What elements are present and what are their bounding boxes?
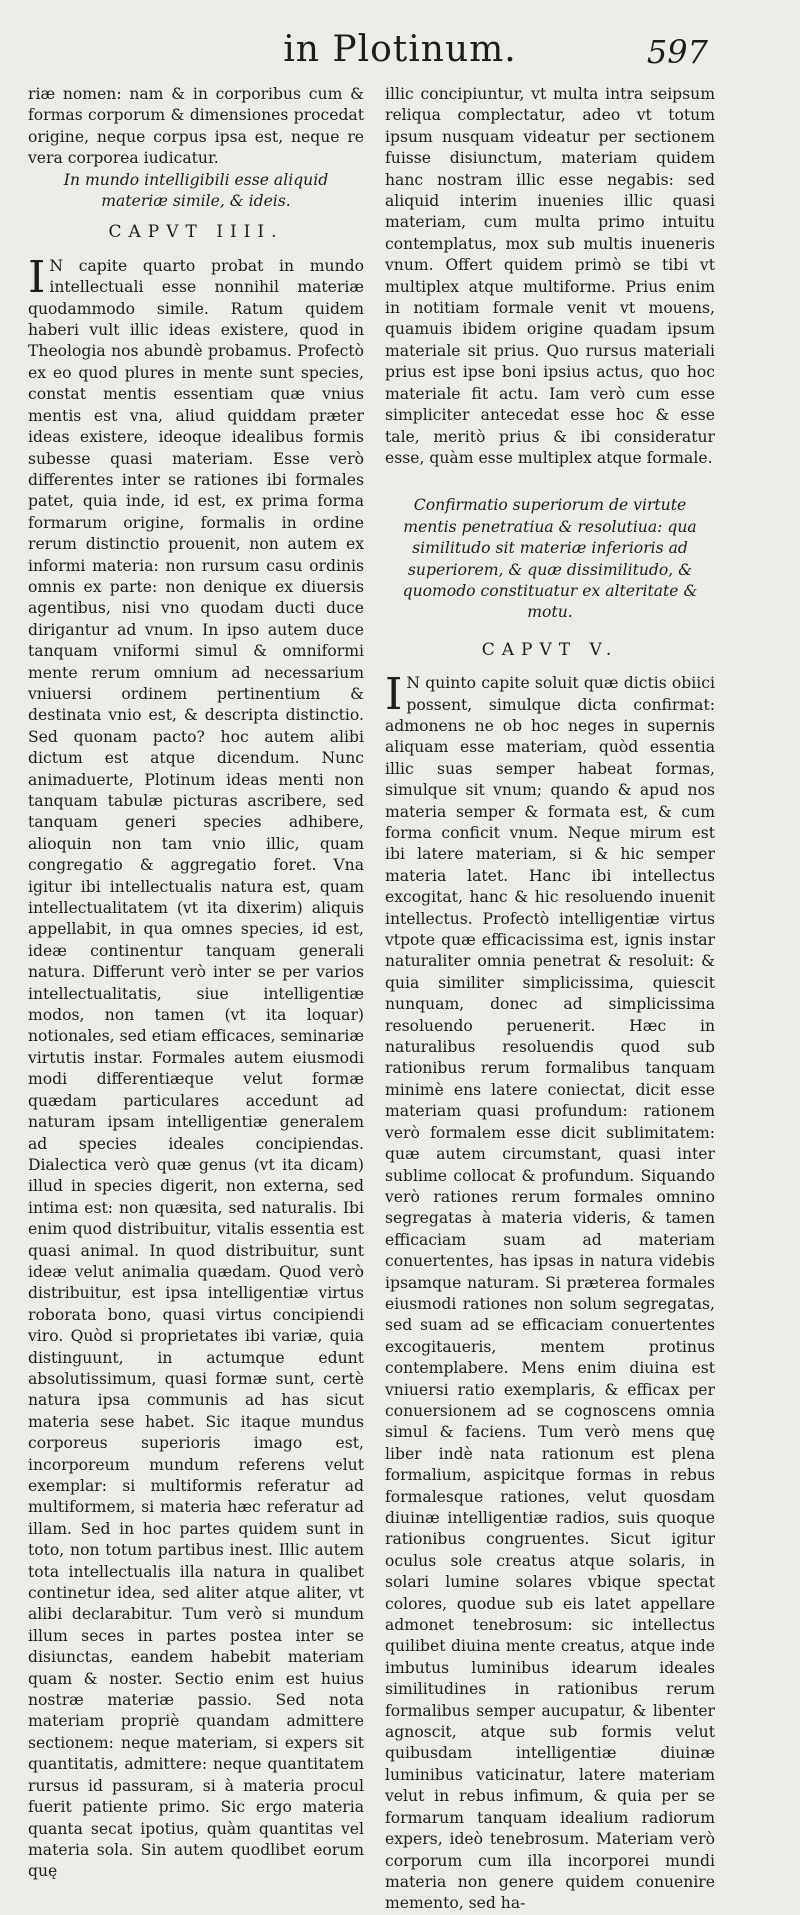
page-title: in Plotinum. bbox=[283, 29, 517, 70]
running-head bbox=[0, 28, 800, 78]
right-column bbox=[385, 84, 715, 1915]
chapter-5-heading: CAPVT V. bbox=[481, 639, 619, 660]
chapter-4-heading: CAPVT IIII. bbox=[108, 222, 284, 243]
left-column bbox=[28, 84, 364, 1883]
drop-cap: I bbox=[385, 669, 403, 721]
chapter-4-summary: In mundo intelligibili esse aliquid materiæ simile, & ideis. bbox=[63, 170, 329, 211]
page-number: 597 bbox=[646, 33, 708, 71]
chapter-5-summary: Confirmatio superiorum de virtute mentis penetratiua & resolutiua: qua similitudo sit materiæ inferioris ad superiorem, & quæ dissimilitudo, & quomodo constituatur ex alteritate & motu. bbox=[402, 496, 698, 622]
right-continuation-text: illic concipiuntur, vt multa intra seipsum reliqua complectatur, adeo vt totum ipsum nusquam videatur per sectionem fuisse disiunctum, materiam quidem hanc nostram illic esse negabis: sed aliquid interim inuenies illic quasi materiam, cum multa primo intuitu contemplatus, mox sub multis inueneris vnum. Offert quidem primò se tibi vt multiplex atque multiforme. Prius enim in notitiam formale venit vt mouens, quamuis ibidem origine quadam ipsum materiale sit prius. Quo rursus materiali prius est ipse boni ipsius actus, quo hoc materiale fit actu. Iam verò cum esse simpliciter antecedat esse hoc & esse tale, meritò prius & ibi consideratur esse, quàm esse multiplex atque formale. bbox=[385, 85, 715, 467]
chapter-4-body bbox=[28, 251, 364, 1883]
chapter-4-text: N capite quarto probat in mundo intellectuali esse nonnihil materiæ quodammodo simile. Ratum quidem haberi vult illic ideas existere, quod in Theologia nos abundè probamus. Profectò ex eo quod plures in mente sunt species, constat mentis essentiam quæ vnius mentis est vna, aliud quiddam præter ideas existere, ideoque idealibus formis subesse quasi materiam. Esse verò differentes inter se rationes ibi formales patet, quia inde, id est, ex prima forma formarum origine, formalis in ordine rerum distinctio prouenit, non autem ex informi materia: non rursum casu ordinis omnis ex parte: non denique ex diuersis agentibus, nisi vno quodam ducti duce dirigantur ad vnum. In ipso autem duce tanquam vniformi simul & omniformi mente rerum omnium ad necessarium vniuersi ordinem pertinentium & destinata vnio est, & descripta distinctio. Sed quonam pacto? hoc autem alibi dictum est atque dicendum. Nunc animaduerte, Plotinum ideas menti non tanquam tabulæ picturas ascribere, sed tanquam generi species adhibere, alioquin non tam vnio illic, quam congregatio & aggregatio foret. Vna igitur ibi intellectualis natura est, quam intellectualitatem (vt ita dixerim) aliquis appellabit, in qua omnes species, id est, ideæ continentur tanquam generali natura. Differunt verò inter se per varios intellectualitatis, siue intelligentiæ modos, non tamen (vt ita loquar) notionales, sed etiam efficaces, seminariæ virtutis instar. Formales autem eiusmodi modi differentiæque velut formæ quædam particulares accedunt ad naturam ipsam intelligentiæ generalem ad species ideales concipiendas. Dialectica verò quæ genus (vt ita dicam) illud in species digerit, non externa, sed intima est: non quæsita, sed naturalis. Ibi enim quod distribuitur, vitalis essentia est quasi animal. In quod distribuitur, sunt ideæ velut animalia quædam. Quod verò distribuitur, est ipsa intelligentiæ virtus roborata bono, quasi virtus concipiendi viro. Quòd si proprietates ibi variæ, quia distinguunt, in actumque edunt absolutissimum, quasi formæ sunt, certè natura ipsa communis ad has sicut materia sese habet. Sic itaque mundus corporeus superioris imago est, incorporeum mundum referens velut exemplar: si multiformis referatur ad multiformem, si materia hæc referatur ad illam. Sed in hoc partes quidem sunt in toto, non totum partibus inest. Illic autem tota intellectualis illa natura in qualibet continetur idea, sed aliter atque aliter, vt alibi declarabitur. Tum verò si mundum illum seces in partes postea inter se disiunctas, eandem habebit materiam quam & noster. Sectio enim est huius nostræ materiæ passio. Sed nota materiam propriè quandam admittere sectionem: neque materiam, si expers sit quantitatis, admittere: neque quantitatem rursus id passuram, si à materia procul fuerit patiente primo. Sic ergo materia quanta secat ipotius, quàm quantitas vel materia sola. Sin autem quodlibet eorum quę bbox=[28, 256, 364, 1881]
left-continuation-text: riæ nomen: nam & in corporibus cum & formas corporum & dimensiones procedat origine, neque corpus ipsa est, neque re vera corporea iudicatur. bbox=[28, 85, 364, 168]
chapter-5-text: N quinto capite soluit quæ dictis obiici possent, simulque dicta confirmat: admonens ne ob hoc neges in supernis aliquam esse materiam, quòd essentia illic suas semper habeat formas, simulque sit vnum; quando & apud nos materia semper & formata est, & cum forma conficit vnum. Neque mirum est ibi latere materiam, si & hic semper materia latet. Hanc ibi intellectus excogitat, hanc & hic resoluendo inuenit intellectus. Profectò intelligentiæ virtus vtpote quæ efficacissima est, ignis instar naturaliter omnia penetrat & resoluit: & quia similiter simplicissima, quiescit nunquam, donec ad simplicissima resoluendo peruenerit. Hæc in naturalibus resoluendis quod sub rationibus rerum formalibus tanquam minimè ens latere coniectat, dicit esse materiam quasi profundum: rationem verò formalem esse dicit sublimitatem: quæ autem circumstant, quasi inter sublime collocat & profundum. Siquando verò rationes rerum formales omnino segregatas à materia videris, & tamen efficaciam suam ad materiam conuertentes, has ipsas in natura videbis ipsamque naturam. Si præterea formales eiusmodi rationes non solum segregatas, sed suam ad se efficaciam conuertentes excogitaueris, mentem protinus contemplabere. Mens enim diuina est vniuersi ratio exemplaris, & efficax per conuersionem ad se cognoscens omnia simul & faciens. Tum verò mens quę liber indè nata rationum est plena formalium, aspicitque formas in rebus formalesque rationes, velut quosdam diuinæ intelligentiæ radios, suis quoque rationibus congruentes. Sicut igitur oculus sole creatus atque solaris, in solari lumine solares vbique spectat colores, quodue sub eis latet appellare admonet tenebrosum: sic intellectus quilibet diuina mente creatus, atque inde imbutus luminibus idearum ideales similitudines in rationibus rerum formalibus semper aucupatur, & libenter agnoscit, atque sub formis velut quibusdam intelligentiæ diuinæ luminibus vaticinatur, latere materiam velut in rebus infimum, & quia per se formarum tanquam idealium radiorum expers, ideò tenebrosum. Materiam verò corporum cum illa incorporei mundi materia non genere quidem conuenire memento, sed ha- bbox=[385, 674, 715, 1913]
drop-cap: I bbox=[28, 251, 46, 303]
chapter-5-body bbox=[385, 669, 715, 1915]
